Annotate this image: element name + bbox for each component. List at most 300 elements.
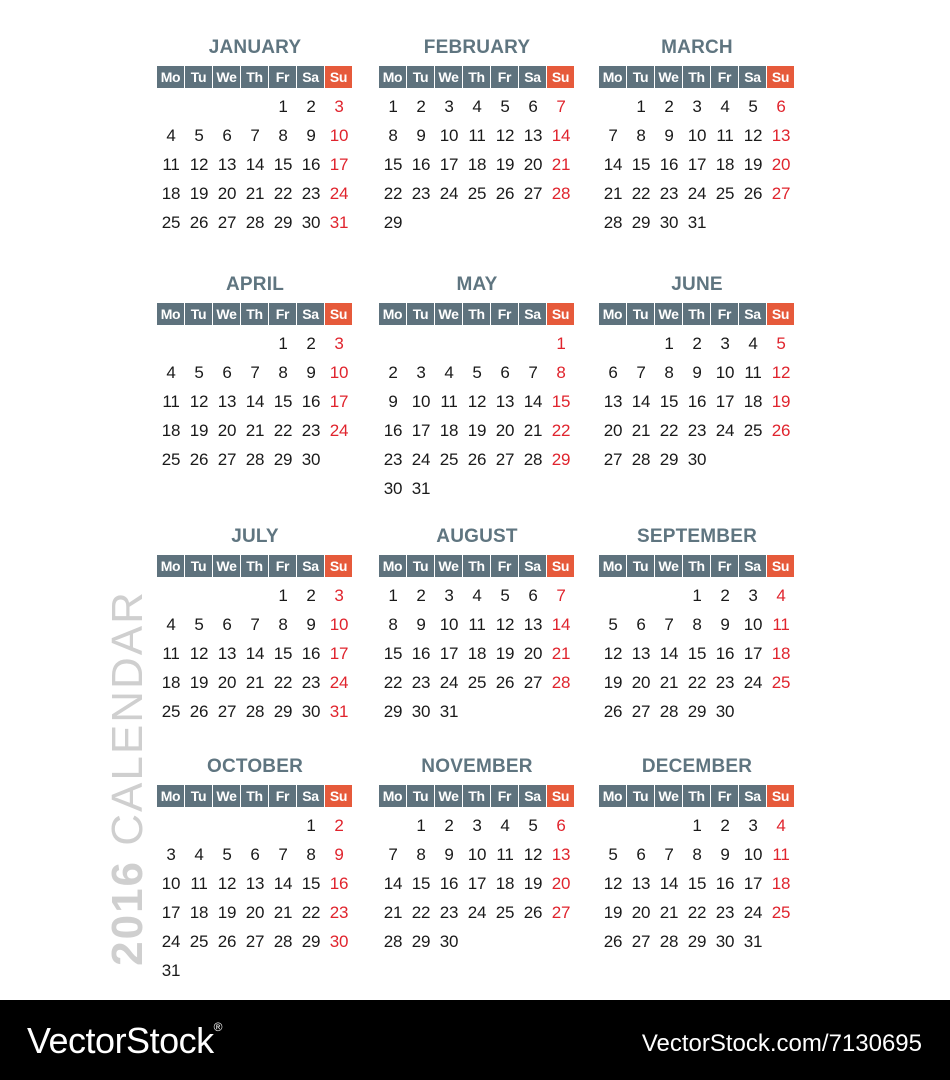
day-cell: 2 (306, 586, 316, 605)
day-cell: 6 (636, 845, 646, 864)
day-cell-sunday: 26 (771, 421, 791, 440)
weekday-label: Sa (739, 66, 766, 88)
day-cell: 1 (278, 334, 288, 353)
day-cell: 25 (743, 421, 763, 440)
weekday-label: Su (767, 66, 794, 88)
day-cell: 8 (636, 126, 646, 145)
day-cell: 30 (659, 213, 679, 232)
month-title: FEBRUARY (423, 37, 531, 58)
day-cell: 23 (301, 184, 321, 203)
weekday-header (599, 66, 795, 88)
day-cell: 24 (467, 903, 487, 922)
day-cell: 28 (659, 702, 679, 721)
day-cell-sunday: 12 (771, 363, 791, 382)
day-cell: 2 (664, 97, 674, 116)
day-cell-sunday: 28 (551, 184, 571, 203)
day-cell: 8 (692, 845, 702, 864)
day-cell: 22 (383, 184, 403, 203)
day-cell: 5 (194, 363, 204, 382)
day-cell-sunday: 31 (329, 702, 349, 721)
month-title: JULY (231, 526, 279, 547)
weekday-label: We (213, 66, 240, 88)
day-cell: 18 (189, 903, 209, 922)
weekday-label: Sa (297, 785, 324, 807)
day-cell: 17 (687, 155, 707, 174)
day-cell: 24 (439, 673, 459, 692)
watermark-brand-text: VectorStock (27, 1020, 214, 1061)
day-cell: 31 (161, 961, 181, 980)
day-cell-sunday: 30 (329, 932, 349, 951)
day-cell: 4 (444, 363, 454, 382)
day-cell: 9 (692, 363, 702, 382)
days-grid (157, 92, 353, 237)
day-cell: 14 (659, 874, 679, 893)
day-cell: 11 (468, 126, 486, 145)
day-cell: 22 (273, 421, 293, 440)
weekday-label: Su (325, 785, 352, 807)
day-cell-sunday: 22 (551, 421, 571, 440)
day-cell: 19 (523, 874, 543, 893)
day-cell: 21 (603, 184, 623, 203)
day-cell: 22 (273, 184, 293, 203)
day-cell: 2 (416, 586, 426, 605)
day-cell: 29 (273, 450, 293, 469)
weekday-label: Su (547, 303, 574, 325)
day-cell: 2 (416, 97, 426, 116)
day-cell: 1 (416, 816, 426, 835)
day-cell: 6 (528, 97, 538, 116)
day-cell: 15 (273, 155, 293, 174)
weekday-label: We (435, 785, 462, 807)
weekday-label: Fr (269, 785, 296, 807)
day-cell: 20 (217, 421, 237, 440)
day-cell: 6 (222, 363, 232, 382)
day-cell: 19 (495, 644, 515, 663)
day-cell: 4 (472, 97, 482, 116)
day-cell: 21 (245, 184, 265, 203)
day-cell: 9 (306, 363, 316, 382)
day-cell: 18 (467, 155, 487, 174)
day-cell: 18 (439, 421, 459, 440)
weekday-label: Th (463, 66, 490, 88)
day-cell: 24 (743, 673, 763, 692)
day-cell: 4 (166, 363, 176, 382)
weekday-label: We (435, 303, 462, 325)
day-cell: 2 (388, 363, 398, 382)
day-cell: 23 (411, 184, 431, 203)
day-cell: 28 (383, 932, 403, 951)
day-cell: 6 (608, 363, 618, 382)
weekday-label: Su (547, 555, 574, 577)
day-cell: 10 (467, 845, 487, 864)
month-january (157, 37, 353, 237)
day-cell: 14 (523, 392, 543, 411)
day-cell: 11 (162, 392, 180, 411)
day-cell-sunday: 17 (329, 644, 349, 663)
day-cell: 24 (743, 903, 763, 922)
day-cell: 4 (166, 615, 176, 634)
day-cell: 31 (743, 932, 763, 951)
weekday-label: Fr (269, 66, 296, 88)
day-cell: 4 (194, 845, 204, 864)
day-cell-sunday: 6 (556, 816, 566, 835)
weekday-label: Tu (407, 785, 434, 807)
day-cell: 19 (217, 903, 237, 922)
day-cell: 12 (743, 126, 763, 145)
day-cell-sunday: 20 (551, 874, 571, 893)
side-title-word: CALENDAR (103, 590, 152, 846)
weekday-label: Fr (711, 66, 738, 88)
weekday-header (379, 785, 575, 807)
day-cell: 5 (608, 615, 618, 634)
day-cell: 12 (189, 392, 209, 411)
day-cell: 16 (659, 155, 679, 174)
day-cell: 25 (189, 932, 209, 951)
weekday-label: Tu (185, 303, 212, 325)
weekday-label: Th (241, 785, 268, 807)
day-cell: 2 (306, 334, 316, 353)
day-cell: 31 (439, 702, 459, 721)
day-cell: 2 (306, 97, 316, 116)
weekday-label: Su (325, 66, 352, 88)
day-cell-sunday: 2 (334, 816, 344, 835)
day-cell-sunday: 28 (551, 673, 571, 692)
day-cell: 8 (278, 363, 288, 382)
day-cell: 22 (301, 903, 321, 922)
weekday-header (599, 785, 795, 807)
day-cell: 27 (631, 702, 651, 721)
weekday-label: Su (325, 303, 352, 325)
day-cell: 19 (495, 155, 515, 174)
day-cell: 27 (495, 450, 515, 469)
weekday-label: We (435, 555, 462, 577)
weekday-label: We (213, 555, 240, 577)
day-cell-sunday: 10 (329, 126, 349, 145)
day-cell: 2 (444, 816, 454, 835)
day-cell-sunday: 10 (329, 615, 349, 634)
day-cell: 15 (301, 874, 321, 893)
day-cell: 7 (250, 363, 260, 382)
day-cell: 29 (411, 932, 431, 951)
day-cell: 18 (161, 421, 181, 440)
weekday-label: Mo (157, 66, 184, 88)
weekday-header (379, 66, 575, 88)
month-title: DECEMBER (641, 756, 753, 777)
weekday-header (599, 303, 795, 325)
weekday-label: We (655, 303, 682, 325)
weekday-label: Mo (157, 785, 184, 807)
month-title: NOVEMBER (421, 756, 533, 777)
day-cell: 27 (523, 184, 543, 203)
day-cell-sunday: 4 (776, 816, 786, 835)
weekday-label: Fr (711, 303, 738, 325)
day-cell: 9 (664, 126, 674, 145)
day-cell: 29 (383, 213, 403, 232)
day-cell: 29 (301, 932, 321, 951)
day-cell-sunday: 11 (772, 615, 790, 634)
day-cell-sunday: 17 (329, 155, 349, 174)
day-cell: 11 (190, 874, 208, 893)
side-title (103, 590, 153, 966)
day-cell: 30 (439, 932, 459, 951)
day-cell: 10 (439, 126, 459, 145)
month-march (599, 37, 795, 237)
day-cell: 20 (631, 673, 651, 692)
day-cell: 26 (603, 932, 623, 951)
day-cell: 23 (301, 673, 321, 692)
day-cell-sunday: 7 (556, 97, 566, 116)
day-cell: 5 (748, 97, 758, 116)
day-cell: 25 (495, 903, 515, 922)
weekday-header (157, 303, 353, 325)
day-cell-sunday: 3 (334, 97, 344, 116)
day-cell: 22 (273, 673, 293, 692)
day-cell-sunday: 24 (329, 421, 349, 440)
day-cell: 17 (439, 644, 459, 663)
day-cell: 18 (743, 392, 763, 411)
day-cell: 21 (245, 673, 265, 692)
weekday-label: Sa (739, 303, 766, 325)
day-cell: 13 (495, 392, 515, 411)
weekday-label: Tu (185, 785, 212, 807)
weekday-label: Mo (599, 555, 626, 577)
day-cell: 20 (217, 673, 237, 692)
day-cell: 23 (659, 184, 679, 203)
weekday-label: Fr (491, 785, 518, 807)
day-cell: 29 (273, 213, 293, 232)
month-title: MARCH (661, 37, 733, 58)
weekday-label: Tu (627, 303, 654, 325)
day-cell: 7 (388, 845, 398, 864)
day-cell: 30 (383, 479, 403, 498)
day-cell: 20 (523, 155, 543, 174)
day-cell: 12 (189, 644, 209, 663)
weekday-label: Tu (407, 66, 434, 88)
weekday-label: Tu (627, 66, 654, 88)
weekday-label: We (435, 66, 462, 88)
day-cell: 22 (659, 421, 679, 440)
day-cell-sunday: 27 (771, 184, 791, 203)
watermark-url-id: VectorStock.com/7130695 (641, 1030, 922, 1057)
day-cell: 10 (743, 845, 763, 864)
day-cell: 13 (631, 644, 651, 663)
day-cell: 1 (692, 586, 702, 605)
day-cell: 19 (189, 673, 209, 692)
day-cell: 3 (748, 816, 758, 835)
day-cell: 22 (687, 903, 707, 922)
day-cell-sunday: 8 (556, 363, 566, 382)
day-cell-sunday: 25 (771, 903, 791, 922)
day-cell: 23 (715, 903, 735, 922)
day-cell: 11 (162, 644, 180, 663)
weekday-label: Su (767, 785, 794, 807)
weekday-label: Th (241, 303, 268, 325)
day-cell: 26 (495, 184, 515, 203)
day-cell: 25 (467, 184, 487, 203)
day-cell: 14 (245, 392, 265, 411)
day-cell: 10 (743, 615, 763, 634)
day-cell: 3 (472, 816, 482, 835)
day-cell: 7 (608, 126, 618, 145)
day-cell: 17 (439, 155, 459, 174)
weekday-label: Mo (379, 303, 406, 325)
day-cell: 11 (716, 126, 734, 145)
weekday-label: Th (241, 66, 268, 88)
day-cell: 28 (659, 932, 679, 951)
day-cell: 31 (411, 479, 431, 498)
weekday-label: Su (767, 555, 794, 577)
day-cell: 14 (273, 874, 293, 893)
weekday-label: Mo (379, 555, 406, 577)
day-cell-sunday: 14 (551, 615, 571, 634)
day-cell: 12 (189, 155, 209, 174)
day-cell: 10 (439, 615, 459, 634)
day-cell: 26 (189, 213, 209, 232)
day-cell: 12 (603, 874, 623, 893)
day-cell: 23 (383, 450, 403, 469)
weekday-label: Su (767, 303, 794, 325)
month-october (157, 756, 353, 985)
day-cell: 8 (664, 363, 674, 382)
day-cell: 1 (664, 334, 674, 353)
weekday-label: Su (547, 785, 574, 807)
day-cell: 25 (161, 450, 181, 469)
month-february (379, 37, 575, 237)
day-cell: 2 (720, 586, 730, 605)
day-cell: 22 (687, 673, 707, 692)
day-cell-sunday: 17 (329, 392, 349, 411)
month-title: MAY (456, 274, 498, 295)
side-title-year: 2016 (103, 859, 152, 966)
weekday-label: We (655, 555, 682, 577)
day-cell: 23 (687, 421, 707, 440)
days-grid (157, 581, 353, 726)
day-cell: 29 (273, 702, 293, 721)
day-cell-sunday: 18 (771, 644, 791, 663)
day-cell: 18 (467, 644, 487, 663)
day-cell-sunday: 10 (329, 363, 349, 382)
day-cell: 30 (411, 702, 431, 721)
day-cell: 7 (636, 363, 646, 382)
day-cell: 5 (472, 363, 482, 382)
weekday-label: Mo (599, 66, 626, 88)
weekday-label: Mo (379, 66, 406, 88)
day-cell: 29 (687, 702, 707, 721)
day-cell: 6 (250, 845, 260, 864)
day-cell: 9 (416, 126, 426, 145)
month-title: JANUARY (208, 37, 302, 58)
day-cell: 14 (603, 155, 623, 174)
day-cell: 7 (664, 615, 674, 634)
weekday-label: Sa (297, 66, 324, 88)
days-grid (599, 92, 795, 237)
weekday-label: Mo (157, 303, 184, 325)
day-cell: 3 (692, 97, 702, 116)
weekday-label: Fr (491, 66, 518, 88)
day-cell: 8 (278, 126, 288, 145)
day-cell: 10 (411, 392, 431, 411)
day-cell: 13 (523, 615, 543, 634)
day-cell-sunday: 21 (551, 155, 571, 174)
day-cell: 15 (659, 392, 679, 411)
day-cell: 20 (603, 421, 623, 440)
day-cell: 25 (467, 673, 487, 692)
day-cell-sunday: 14 (551, 126, 571, 145)
day-cell: 26 (189, 702, 209, 721)
day-cell-sunday: 13 (551, 845, 571, 864)
day-cell: 1 (278, 586, 288, 605)
day-cell: 9 (306, 126, 316, 145)
month-may (379, 274, 575, 503)
day-cell: 15 (383, 155, 403, 174)
day-cell: 4 (500, 816, 510, 835)
day-cell: 7 (250, 615, 260, 634)
weekday-label: Th (463, 303, 490, 325)
day-cell: 16 (301, 644, 321, 663)
day-cell: 5 (500, 586, 510, 605)
day-cell: 8 (278, 615, 288, 634)
day-cell: 25 (715, 184, 735, 203)
day-cell: 3 (166, 845, 176, 864)
month-december (599, 756, 795, 956)
day-cell: 8 (692, 615, 702, 634)
day-cell: 24 (411, 450, 431, 469)
watermark-brand (27, 1020, 222, 1062)
weekday-label: Tu (407, 303, 434, 325)
day-cell-sunday: 29 (551, 450, 571, 469)
weekday-label: Tu (627, 785, 654, 807)
day-cell: 14 (383, 874, 403, 893)
month-september (599, 526, 795, 726)
day-cell: 13 (523, 126, 543, 145)
weekday-label: Th (683, 66, 710, 88)
day-cell: 21 (659, 673, 679, 692)
day-cell-sunday: 25 (771, 673, 791, 692)
day-cell: 6 (222, 615, 232, 634)
day-cell: 11 (468, 615, 486, 634)
day-cell: 19 (189, 184, 209, 203)
day-cell-sunday: 4 (776, 586, 786, 605)
day-cell: 19 (743, 155, 763, 174)
weekday-label: We (213, 303, 240, 325)
weekday-label: Th (683, 303, 710, 325)
day-cell: 13 (217, 644, 237, 663)
weekday-label: Tu (185, 66, 212, 88)
day-cell: 16 (411, 644, 431, 663)
month-november (379, 756, 575, 956)
weekday-header (157, 66, 353, 88)
day-cell: 12 (523, 845, 543, 864)
day-cell: 29 (631, 213, 651, 232)
day-cell: 5 (194, 126, 204, 145)
day-cell: 16 (687, 392, 707, 411)
weekday-label: Fr (711, 785, 738, 807)
weekday-label: Th (463, 785, 490, 807)
day-cell: 15 (411, 874, 431, 893)
day-cell: 26 (523, 903, 543, 922)
day-cell: 19 (189, 421, 209, 440)
day-cell: 6 (222, 126, 232, 145)
day-cell: 12 (217, 874, 237, 893)
day-cell: 18 (161, 673, 181, 692)
day-cell-sunday: 16 (329, 874, 349, 893)
weekday-label: Sa (519, 555, 546, 577)
weekday-header (379, 555, 575, 577)
weekday-label: Mo (157, 555, 184, 577)
day-cell: 27 (523, 673, 543, 692)
day-cell: 26 (743, 184, 763, 203)
month-title: SEPTEMBER (636, 526, 758, 547)
